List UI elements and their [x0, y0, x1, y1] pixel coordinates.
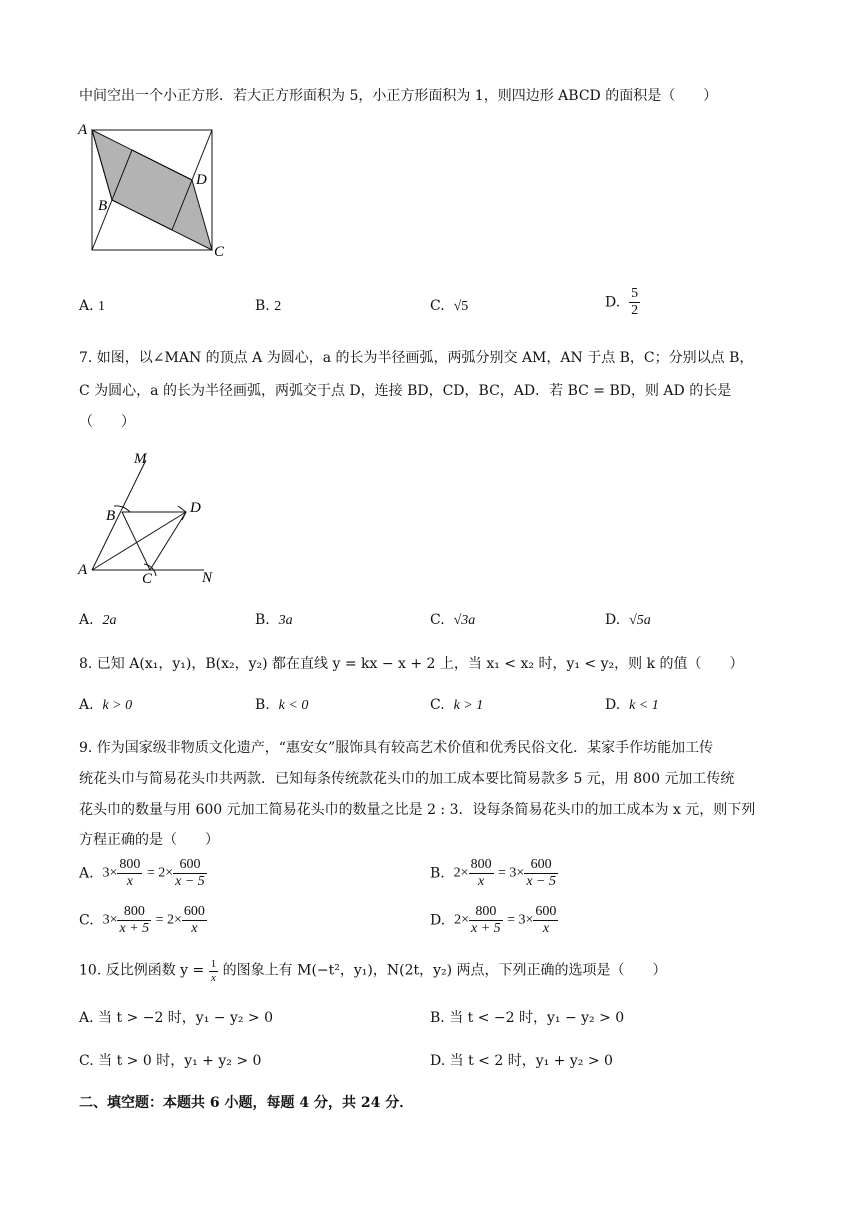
q8-stem: 8. 已知 A(x₁，y₁)，B(x₂，y₂) 都在直线 y = kx − x + 2 上，当 x₁ < x₂ 时，y₁ < y₂，则 k 的值（ ）	[79, 656, 744, 672]
q7-label-B: B	[106, 508, 116, 524]
q9-option-c[interactable]: C. 3× $\frac{800}{x + 5}$ = 2× $\frac{600}{x}$	[79, 904, 205, 937]
q9-option-b[interactable]: B. 2× $\frac{800}{x}$ = 3× $\frac{600}{x - 5}$	[430, 857, 556, 890]
q6-figure	[74, 120, 234, 260]
q9-line3: 花头巾的数量与用 600 元加工简易花头巾的数量之比是 2 : 3．设每条简易花头巾的加工成本为 x 元，则下列	[79, 802, 756, 818]
q6-option-c[interactable]: C. √5	[430, 298, 469, 314]
q7-option-a[interactable]: A. 2a	[79, 612, 117, 628]
q6-option-b[interactable]: B. 2	[255, 298, 282, 314]
q7-label-A: A	[78, 562, 88, 578]
q9-line4: 方程正确的是（ ）	[79, 832, 219, 848]
q10-option-c[interactable]: C. 当 t > 0 时，y₁ + y₂ > 0	[79, 1053, 262, 1069]
q8-option-c[interactable]: C. k > 1	[430, 697, 484, 713]
q9-line2: 统花头巾与简易花头巾共两款．已知每条传统款花头巾的加工成本要比简易款多 5 元，用 800 元加工传统	[79, 771, 735, 787]
q7-stem-line3: （ ）	[79, 414, 135, 430]
q9-option-d[interactable]: D. 2× $\frac{800}{x + 5}$ = 3× $\frac{600}{x}$	[430, 904, 557, 937]
q10-option-d[interactable]: D. 当 t < 2 时，y₁ + y₂ > 0	[430, 1053, 613, 1069]
q7-label-C: C	[142, 571, 153, 587]
q7-stem-line2: C 为圆心，a 的长为半径画弧，两弧交于点 D，连接 BD，CD，BC，AD．若 BC = BD，则 AD 的长是	[79, 383, 732, 399]
q6-label-C: C	[214, 244, 225, 260]
q6-option-a[interactable]: A. 1	[79, 298, 106, 314]
q8-option-a[interactable]: A. k > 0	[79, 697, 133, 713]
q6-option-d[interactable]: D. $\frac{5}{2}$	[605, 286, 639, 319]
q8-option-b[interactable]: B. k < 0	[255, 697, 309, 713]
q6-label-B: B	[98, 198, 108, 214]
q10-option-b[interactable]: B. 当 t < −2 时，y₁ − y₂ > 0	[430, 1010, 625, 1026]
q7-label-M: M	[134, 451, 147, 467]
q10-option-a[interactable]: A. 当 t > −2 时，y₁ − y₂ > 0	[79, 1010, 274, 1026]
q8-option-d[interactable]: D. k < 1	[605, 697, 659, 713]
q9-line1: 9. 作为国家级非物质文化遗产，“惠安女”服饰具有较高艺术价值和优秀民俗文化．某家手作坊能加工传	[79, 740, 714, 756]
q7-label-D: D	[190, 500, 201, 516]
q7-option-b[interactable]: B. 3a	[255, 612, 293, 628]
q6-stem: 中间空出一个小正方形．若大正方形面积为 5，小正方形面积为 1，则四边形 ABCD 的面积是（ ）	[79, 88, 718, 104]
q7-option-d[interactable]: D. √5a	[605, 612, 651, 628]
section-2-heading: 二、填空题：本题共 6 小题，每题 4 分，共 24 分．	[79, 1095, 414, 1111]
q9-option-a[interactable]: A. 3× $\frac{800}{x}$ = 2× $\frac{600}{x - 5}$	[79, 857, 205, 890]
q7-figure	[74, 448, 234, 588]
q7-stem-line1: 7. 如图，以∠MAN 的顶点 A 为圆心，a 的长为半径画弧，两弧分别交 AM，AN 于点 B，C；分别以点 B，	[79, 350, 754, 366]
q6-label-A: A	[78, 122, 88, 138]
q6-label-D: D	[196, 172, 207, 188]
q10-stem: 10. 反比例函数 y = $\frac{1}{x}$ 的图象上有 M(−t²，y₁)，N(2t，y₂) 两点，下列正确的选项是（ ）	[79, 958, 667, 984]
q7-label-N: N	[202, 570, 213, 586]
q7-option-c[interactable]: C. √3a	[430, 612, 476, 628]
